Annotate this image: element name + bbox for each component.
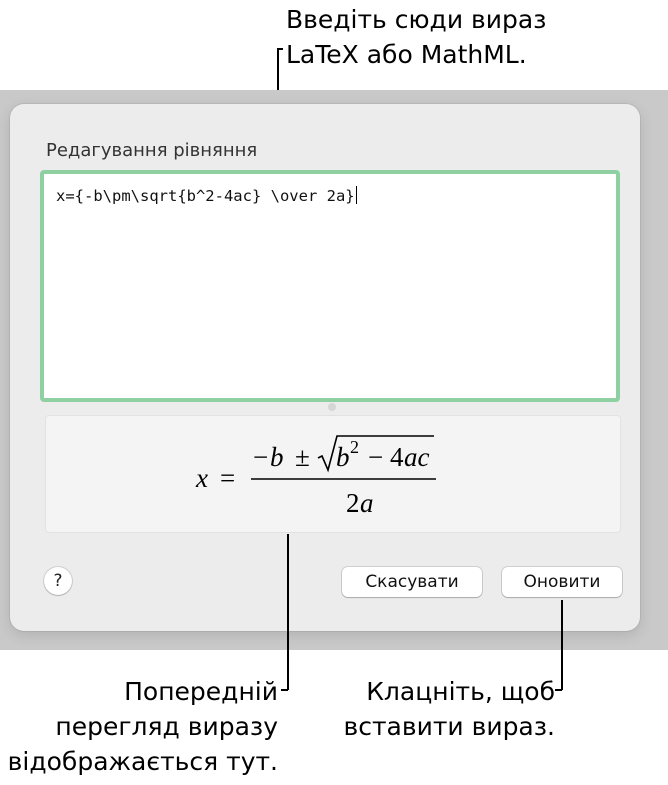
equation-preview — [45, 415, 621, 533]
equation-preview-formula — [46, 416, 620, 532]
editor-value: x={-b\pm\sqrt{b^2-4ac} \over 2a} — [56, 187, 355, 205]
text-caret — [356, 186, 358, 204]
formula-den-coef: 2 — [346, 488, 360, 518]
cancel-button[interactable]: Скасувати — [342, 567, 482, 597]
formula-lhs: x — [196, 463, 208, 493]
callout-preview-hint — [8, 674, 278, 779]
callout-line: перегляд виразу — [55, 712, 278, 741]
formula-plusminus: ± — [295, 442, 310, 472]
question-mark-icon: ? — [53, 571, 63, 591]
update-button[interactable]: Оновити — [502, 567, 622, 597]
callout-line: вставити вираз. — [343, 712, 555, 741]
formula-num-b: b — [270, 442, 284, 472]
callout-line: Попередній — [124, 677, 278, 706]
callout-editor-hint — [286, 2, 546, 72]
formula-rad-coef: 4 — [390, 442, 404, 472]
callout-update-hint — [343, 674, 555, 744]
formula-rad-minus: − — [368, 442, 384, 472]
callout-line: LaTeX або MathML. — [286, 40, 527, 69]
callout-leader-tick — [555, 689, 562, 691]
formula-rad-b: b — [336, 442, 350, 472]
help-button[interactable] — [44, 567, 72, 595]
callout-line: Введіть сюди вираз — [286, 5, 547, 34]
callout-leader-tick — [281, 689, 288, 691]
callout-leader-line — [561, 600, 563, 690]
formula-equals: = — [220, 463, 236, 493]
callout-leader-line — [287, 534, 289, 690]
equation-dialog — [10, 104, 640, 631]
resize-handle[interactable] — [328, 403, 336, 411]
callout-leader-tick — [277, 48, 283, 50]
callout-line: Клацніть, щоб — [366, 677, 555, 706]
formula-rad-exp: 2 — [350, 437, 359, 457]
dialog-title: Редагування рівняння — [46, 140, 258, 161]
formula-num-minus: − — [253, 442, 269, 472]
formula-rad-ac: ac — [404, 442, 430, 472]
equation-editor-text — [56, 186, 357, 205]
callout-line: відображається тут. — [7, 747, 278, 776]
formula-den-var: a — [360, 488, 374, 518]
equation-editor-field[interactable] — [40, 170, 620, 402]
